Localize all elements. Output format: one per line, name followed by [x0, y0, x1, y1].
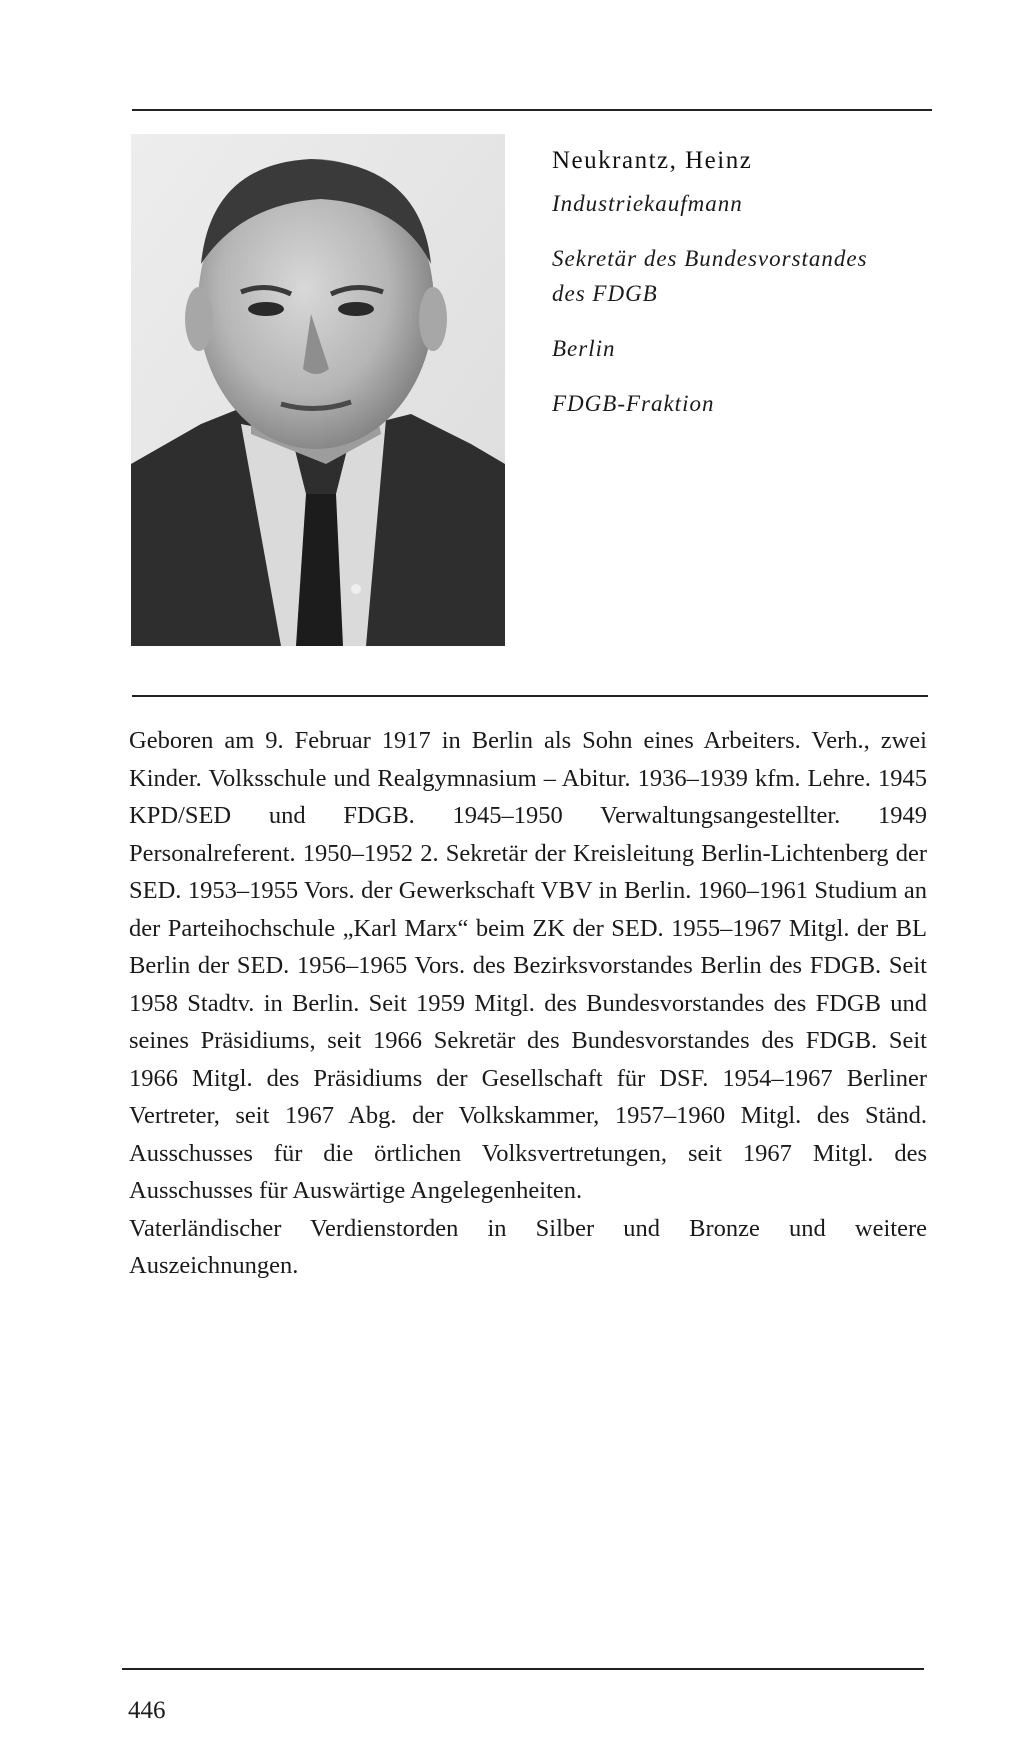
biography-paragraph: Geboren am 9. Februar 1917 in Berlin als Sohn eines Arbeiters. Verh., zwei Kinder. Volksschule und Realgymnasium – Abitur. 1936–1939 kfm. Lehre. 1945 KPD/SED und FDGB. 1945–1950 Verwaltungsangestellter. 1949 Personalreferent. 1950–1952 2. Sekretär der Kreisleitung Berlin-Lichtenberg der SED. 1953–1955 Vors. der Gewerkschaft VBV in Berlin. 1960–1961 Studium an der Parteihochschule „Karl Marx“ beim ZK der SED. 1955–1967 Mitgl. der BL Berlin der SED. 1956–1965 Vors. des Bezirksvorstandes Berlin des FDGB. Seit 1958 Stadtv. in Berlin. Seit 1959 Mitgl. des Bundesvorstandes des FDGB und seines Präsidiums, seit 1966 Sekretär des Bundesvorstandes des FDGB. Seit 1966 Mitgl. des Präsidiums der Gesellschaft für DSF. 1954–1967 Berliner Vertreter, seit 1967 Abg. der Volkskammer, 1957–1960 Mitgl. des Ständ. Ausschusses für die örtlichen Volksvertretungen, seit 1967 Mitgl. des Ausschusses für Auswärtige Angelegenheiten. [129, 727, 927, 1204]
middle-divider [132, 695, 928, 697]
person-faction: FDGB-Fraktion [552, 391, 715, 416]
person-name: Neukrantz, Heinz [552, 147, 753, 174]
person-position-line2: des FDGB [552, 281, 658, 306]
person-position-line1: Sekretär des Bundesvorstandes [552, 246, 868, 271]
portrait-photo [131, 134, 505, 646]
top-divider [132, 109, 932, 111]
person-header [552, 144, 932, 421]
person-profession: Industriekaufmann [552, 191, 743, 216]
biography [129, 722, 927, 1285]
biography-paragraph: Vaterländischer Verdienstorden in Silber und Bronze und weitere Auszeichnungen. [129, 1214, 927, 1279]
bottom-divider [122, 1668, 924, 1670]
portrait-image [131, 134, 505, 646]
person-city: Berlin [552, 336, 616, 361]
page-number: 446 [128, 1697, 166, 1724]
